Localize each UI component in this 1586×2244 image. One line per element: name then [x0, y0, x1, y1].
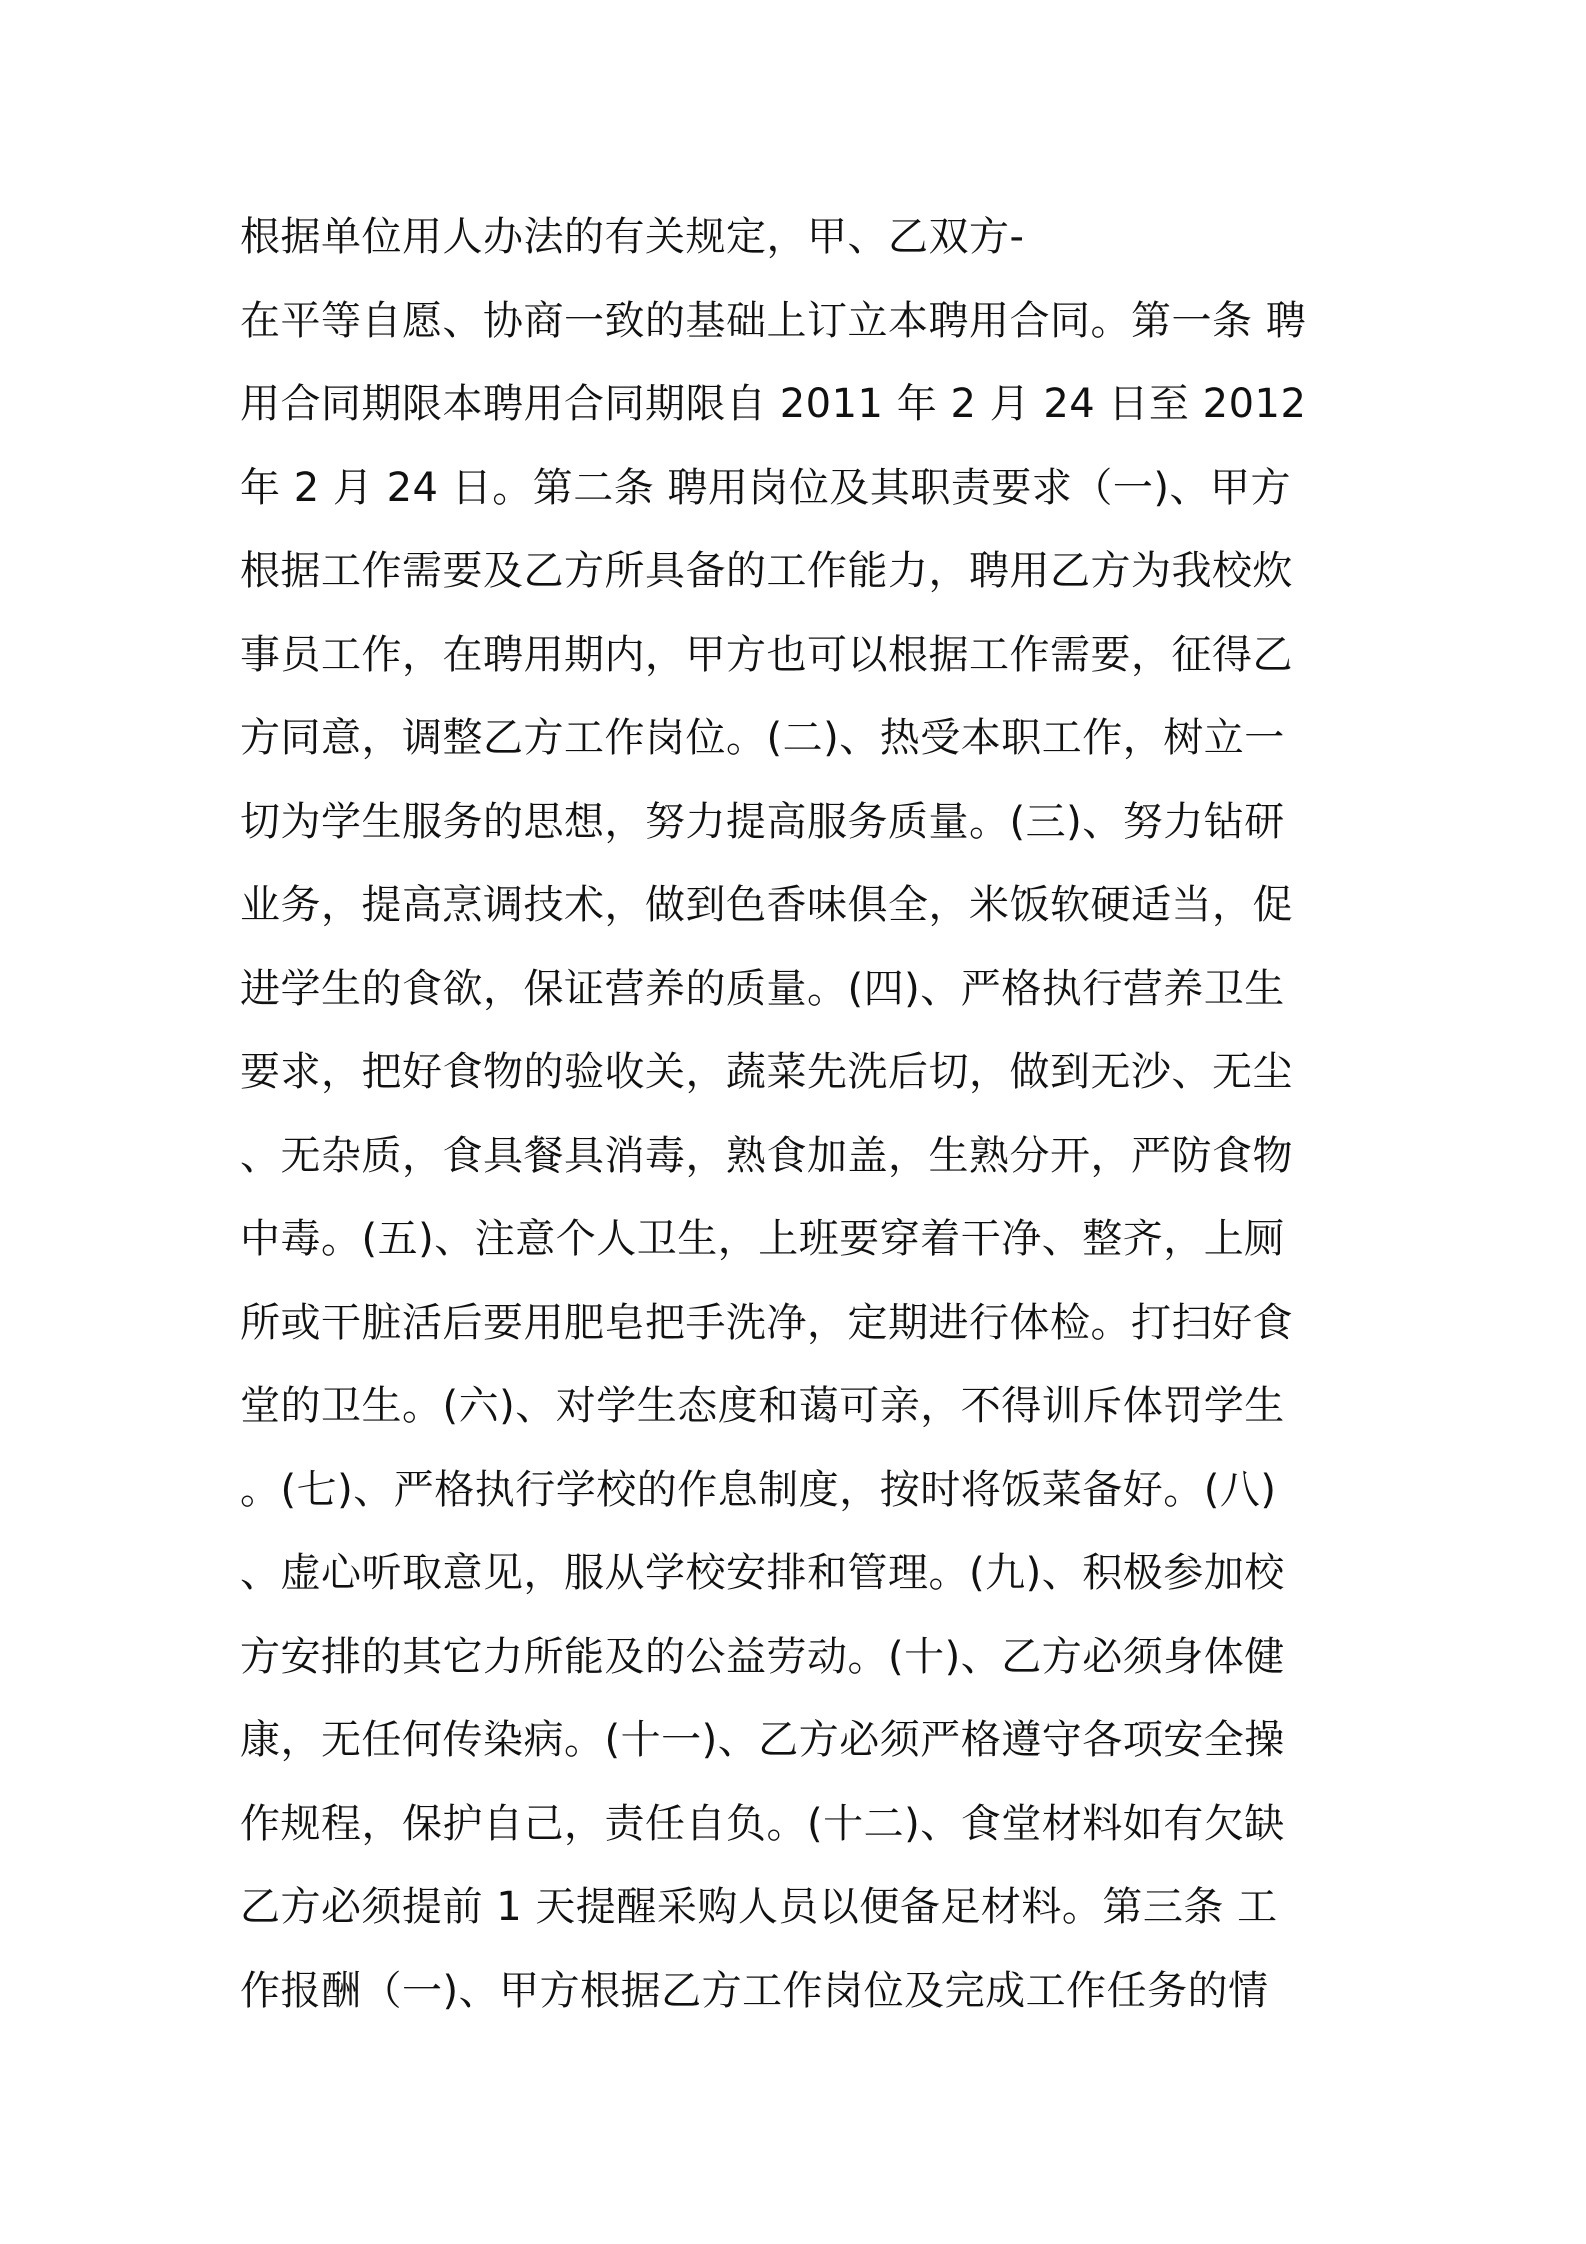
- text-line-19: 康，无任何传染病。(十一)、乙方必须严格遵守各项安全操: [240, 1717, 1285, 1763]
- text-line-12: 、无杂质，食具餐具消毒，熟食加盖，生熟分开，严防食物: [240, 1132, 1293, 1179]
- text-line-16: 。(七)、严格执行学校的作息制度，按时将饭菜备好。(八): [240, 1466, 1277, 1513]
- text-line-5: 根据工作需要及乙方所具备的工作能力，聘用乙方为我校炊: [240, 548, 1293, 594]
- text-line-13: 中毒。(五)、注意个人卫生，上班要穿着干净、整齐，上厕: [240, 1216, 1285, 1262]
- text-line-8: 切为学生服务的思想，努力提高服务质量。(三)、努力钻研: [240, 798, 1285, 845]
- text-line-17: 、虚心听取意见，服从学校安排和管理。(九)、积极参加校: [240, 1550, 1285, 1596]
- text-line-10: 进学生的食欲，保证营养的质量。(四)、严格执行营养卫生: [240, 965, 1285, 1012]
- text-line-15: 堂的卫生。(六)、对学生态度和蔼可亲，不得训斥体罚学生: [240, 1383, 1285, 1429]
- text-line-3: 用合同期限本聘用合同期限自 2011 年 2 月 24 日至 2012: [240, 381, 1307, 427]
- text-line-1: 根据单位用人办法的有关规定，甲、乙双方-: [240, 214, 1025, 260]
- contract-body-text: [240, 196, 1360, 2033]
- text-line-18: 方安排的其它力所能及的公益劳动。(十)、乙方必须身体健: [240, 1633, 1285, 1680]
- text-line-22: 作报酬（一)、甲方根据乙方工作岗位及完成工作任务的情: [240, 1967, 1269, 2014]
- text-line-20: 作规程，保护自己，责任自负。(十二)、食堂材料如有欠缺: [240, 1800, 1285, 1847]
- text-line-2: 在平等自愿、协商一致的基础上订立本聘用合同。第一条 聘: [240, 297, 1307, 344]
- text-line-7: 方同意，调整乙方工作岗位。(二)、热受本职工作，树立一: [240, 715, 1285, 761]
- text-line-6: 事员工作，在聘用期内，甲方也可以根据工作需要，征得乙: [240, 631, 1293, 678]
- text-line-4: 年 2 月 24 日。第二条 聘用岗位及其职责要求（一)、甲方: [240, 464, 1292, 511]
- text-line-21: 乙方必须提前 1 天提醒采购人员以便备足材料。第三条 工: [240, 1884, 1278, 1930]
- text-line-9: 业务，提高烹调技术，做到色香味俱全，米饭软硬适当，促: [240, 882, 1293, 928]
- text-line-14: 所或干脏活后要用肥皂把手洗净，定期进行体检。打扫好食: [240, 1299, 1293, 1346]
- text-line-11: 要求，把好食物的验收关，蔬菜先洗后切，做到无沙、无尘: [240, 1049, 1293, 1095]
